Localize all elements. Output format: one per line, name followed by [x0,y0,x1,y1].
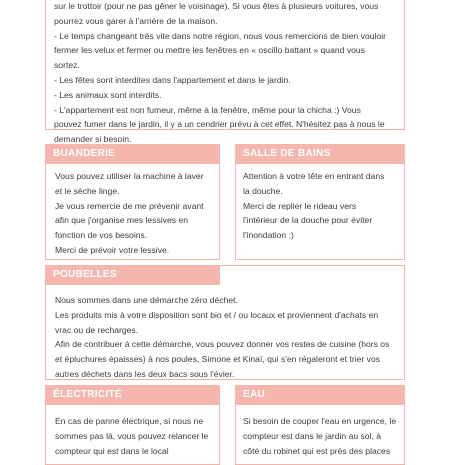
electricity-text [55,414,208,458]
waste-line: Les produits mis à votre disposition sont bio et / ou locaux et proviennent d'achats en [55,309,379,320]
laundry-line: et le sèche linge. [55,185,120,196]
electricity-line: sommes pas là, vous pouvez relancer le [55,430,209,441]
rules-line: sur le trottoir (pour ne pas gêner le voisinage). Si vous êtes à plusieurs voitures, vous [54,1,379,11]
bathroom-line: l'intérieur de la douche pour éviter [243,215,373,226]
waste-line: vrac ou de recharges. [55,324,139,335]
water-line: côté du robinet qui est près des places [243,445,391,456]
rules-line: demander si besoin. [54,134,132,145]
rules-line: fermer les velux et fermer ou mettre les fenêtres en « oscillo battant » quand vous [54,45,365,56]
water-line: Si besoin de couper l'eau en urgence, le [243,416,397,426]
waste-line: autres déchets dans les deux bacs sous l'évier. [55,368,235,379]
bathroom-line: Attention à votre tête en entrant dans [243,171,385,181]
laundry-line: afin que j'organise mes lessives en [55,215,189,226]
electricity-line: En cas de panne électrique, si nous ne [55,416,204,426]
rules-line: pouvez fumer dans le jardin, il y a un cendrier prévu à cet effet. N'hésitez pas à nous le [54,119,385,130]
waste-text [55,293,389,382]
bathroom-line: Merci de replier le rideau vers [243,200,357,211]
general-rules-text [54,0,386,147]
bathroom-text [243,169,384,243]
laundry-line: Je vous remercie de me prévenir avant [55,200,204,211]
waste-line: et épluchures épaisses) à nos poules, Simone et Kinaï, qui s'en régaleront et trier vos [55,354,381,365]
waste-line: Nous sommes dans une démarche zéro déchet. [55,295,238,305]
waste-heading: POUBELLES [45,265,220,285]
rules-line: sortez. [54,60,80,71]
water-text [243,414,396,458]
general-rules-box [45,0,405,145]
rules-line: - L'appartement est non fumeur, même à la fenêtre, même pour la chicha :) Vous [54,104,361,115]
waste-line: Afin de contribuer à cette démarche, vous pouvez donner vos restes de cuisine (hors os [55,339,390,350]
laundry-line: Merci de prévoir votre lessive. [55,244,170,255]
rules-line: - Le temps changeant très vite dans notre région, nous vous remercions de bien vouloir [54,30,387,41]
laundry-line: Vous pouvez utiliser la machine à laver [55,171,204,181]
rules-line: - Les animaux sont interdits. [54,89,162,100]
laundry-heading: BUANDERIE [45,144,220,164]
bathroom-line: l'inondation :) [243,230,294,241]
electricity-line: compteur qui est dans le local [55,445,169,456]
bathroom-line: la douche. [243,185,283,196]
water-line: compteur est dans le jardin au sol, à [243,430,382,441]
laundry-text [55,169,204,258]
rules-line: pourrez vous garer à l'arrière de la maison. [54,15,218,26]
water-heading: EAU [235,385,405,405]
electricity-heading: ÉLECTRICITÉ [45,385,220,405]
laundry-line: fonction de vos besoins. [55,230,148,241]
bathroom-heading: SALLE DE BAINS [235,144,405,164]
rules-line: - Les fêtes sont interdites dans l'appartement et dans le jardin. [54,74,291,85]
